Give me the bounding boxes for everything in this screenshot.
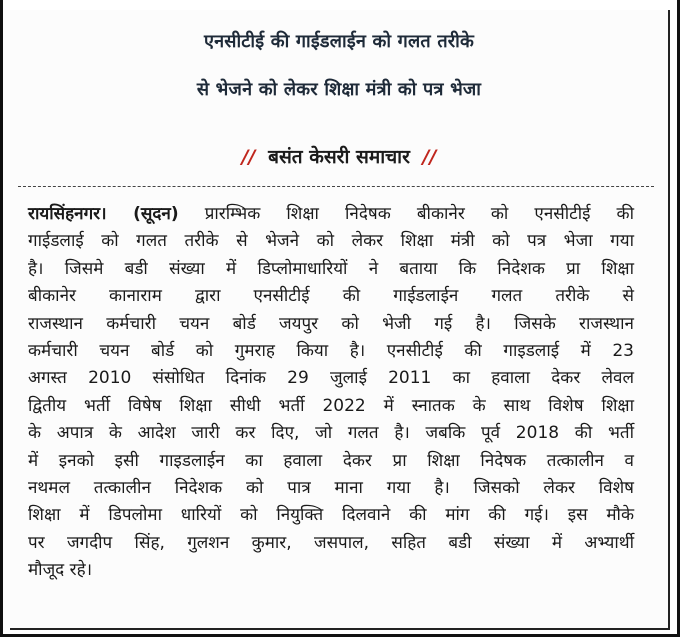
article-line xyxy=(28,201,634,228)
article-line: मौजूद रहे। xyxy=(28,560,93,581)
article-line: कर्मचारी चयन बोर्ड को गुमराह किया है। एनसीटीई की गाइडलाई में 23 xyxy=(28,341,634,362)
article-line: द्वितीय भर्ती विषेष शिक्षा सीधी भर्ती 2022 में स्नातक के साथ विशेष शिक्षा xyxy=(28,395,634,416)
article-line: शिक्षा में डिपलोमा धारियों को नियुक्ति दिलवाने की मांग की गई। इस मौके xyxy=(28,505,634,526)
article-line: पर जगदीप सिंह, गुलशन कुमार, जसपाल, सहित बडी संख्या में अभ्यार्थी xyxy=(28,532,634,553)
article-line: गाईडलाई को गलत तरीके से भेजने को लेकर शिक्षा मंत्री को पत्र भेजा गया xyxy=(28,231,634,252)
article-line: में इनको इसी गाइडलाईन का हवाला देकर प्रा शिक्षा निदेषक तत्कालीन व xyxy=(28,450,634,471)
article-line: अगस्त 2010 संसोधित दिनांक 29 जुलाई 2011 का हवाला देकर लेवल xyxy=(28,368,634,389)
headline xyxy=(10,18,668,114)
article-line: के अपात्र के आदेश जारी कर दिए, जो गलत है। जबकि पूर्व 2018 की भर्ती xyxy=(28,423,634,444)
article-line: है। जिसमे बडी संख्या में डिप्लोमाधारियों ने बताया कि निदेशक प्रा शिक्षा xyxy=(28,258,634,279)
article-line: राजस्थान कर्मचारी चयन बोर्ड जयपुर को भेजी गई है। जिसके राजस्थान xyxy=(28,313,634,334)
byline-slash-left: // xyxy=(241,146,256,168)
article-line: नथमल तत्कालीन निदेशक को पात्र माना गया है। जिसको लेकर विशेष xyxy=(28,478,634,499)
dashed-divider xyxy=(18,186,654,187)
byline-slash-right: // xyxy=(422,146,437,168)
headline-line-1: एनसीटीई की गाईडलाईन को गलत तरीके xyxy=(203,31,475,52)
article-line: बीकानेर कानाराम द्वारा एनसीटीई की गाईडलाईन गलत तरीके से xyxy=(28,286,634,307)
newspaper-clipping xyxy=(10,10,670,630)
headline-line-2: से भेजने को लेकर शिक्षा मंत्री को पत्र भेजा xyxy=(196,79,482,100)
article-line-text: प्रारम्भिक शिक्षा निदेषक बीकानेर को एनसीटीई की xyxy=(204,204,635,224)
article-body xyxy=(28,201,634,585)
dateline: रायसिंहनगर। (सूदन) xyxy=(28,204,179,224)
byline-source: बसंत केसरी समाचार xyxy=(268,146,410,168)
byline xyxy=(10,143,668,171)
